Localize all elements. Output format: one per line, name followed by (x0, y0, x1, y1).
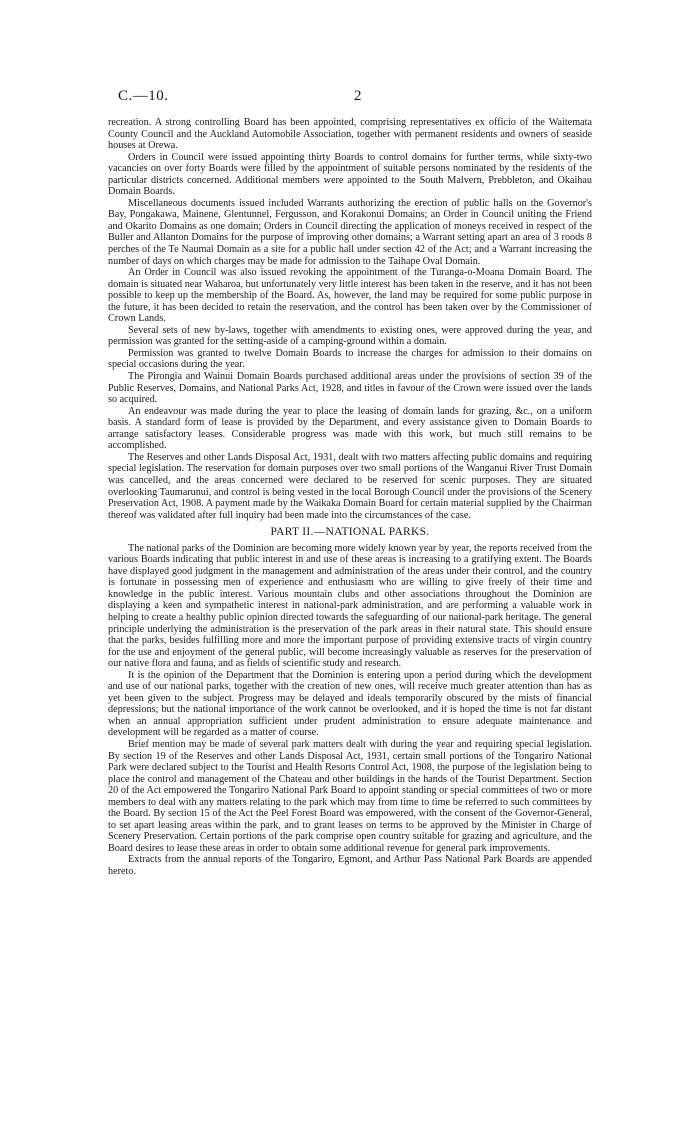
paragraph: The Reserves and other Lands Disposal Act, 1931, dealt with two matters affecting public domains and requiring special legislation. The reservation for domain purposes over two small portions of the Wanganui River Trust Domain was cancelled, and the areas concerned were declared to be reserved for scenic purposes. They are situated overlooking Taumarunui, and control is being vested in the local Borough Council under the provisions of the Scenery Preservation Act, 1908. A payment made by the Waikaka Domain Board for certain material supplied by the Chairman thereof was validated after full inquiry had been made into the circumstances of the case. (108, 451, 592, 521)
section-heading: PART II.—NATIONAL PARKS. (270, 526, 430, 539)
paragraph: recreation. A strong controlling Board has been appointed, comprising representatives ex officio of the Waitemata County Council and the Auckland Automobile Association, together with permanent residents and owners of seaside houses at Orewa. (108, 117, 592, 152)
page-number: 2 (354, 88, 362, 104)
paragraph: Orders in Council were issued appointing thirty Boards to control domains for further terms, while sixty-two vacancies on over forty Boards were filled by the appointment of suitable persons nominated by the residents of the particular districts concerned. Additional members were appointed to the South Malvern, Prebbleton, and Okaihau Domain Boards. (108, 151, 592, 198)
paragraph: Brief mention may be made of several park matters dealt with during the year and requiring special legislation. By section 19 of the Reserves and other Lands Disposal Act, 1931, certain small portions of the Tongariro National Park were declared subject to the Tourist and Health Resorts Control Act, 1908, the purpose of the legislation being to place the control and management of the Chateau and other buildings in the hands of the Tourist Department. Section 20 of the Act empowered the Tongariro National Park Board to appoint standing or special committees of two or more members to deal with any matters relating to the park which may from time to time be referred to such committees by the Board. By section 15 of the Act the Peel Forest Board was empowered, with the consent of the Governor-General, to set apart leasing areas within the park, and to grant leases on terms to be approved by the Minister in Charge of Scenery Preservation. Certain portions of the park comprise open country suitable for grazing and agriculture, and the Board desires to lease these areas in order to obtain some additional revenue for general park improvements. (108, 738, 592, 854)
document-reference: C.—10. (118, 88, 169, 104)
paragraph: It is the opinion of the Department that the Dominion is entering upon a period during which the development and use of our national parks, together with the creation of new ones, will receive much greater attention than has as yet been given to the subject. Progress may be delayed and ideals temporarily obscured by the mists of financial depressions; but the national importance of the work cannot be overlooked, and it is hoped the time is not far distant when an annual appropriation sufficient under prudent administration to ensure adequate maintenance and development will be regarded as a matter of course. (108, 669, 592, 739)
paragraph: Extracts from the annual reports of the Tongariro, Egmont, and Arthur Pass National Park Boards are appended hereto. (108, 854, 592, 877)
paragraph: Miscellaneous documents issued included Warrants authorizing the erection of public halls on the Governor's Bay, Pongakawa, Mainene, Glentunnel, Fergusson, and Korakonui Domains; an Order in Council uniting the Friend and Okarito Domains as one domain; Orders in Council directing the application of moneys received in respect of the Buller and Allanton Domains for the purpose of improving other domains; a Warrant setting apart an area of 3 roods 8 perches of the Te Naumai Domain as a site for a public hall under section 42 of the Act; and a Warrant increasing the number of days on which charges may be made for admission to the Taihape Oval Domain. (108, 197, 592, 267)
paragraph: The national parks of the Dominion are becoming more widely known year by year, the reports received from the various Boards indicating that public interest in and use of these areas is increasing to a gratifying extent. The Boards have displayed good judgment in the management and administration of the areas under their control, and the country is fortunate in possessing men of experience and enthusiasm who are willing to give freely of their time and knowledge in the public interest. Various mountain clubs and other associations throughout the Dominion are displaying a keen and sympathetic interest in national-park administration, and are performing a valuable work in helping to create a healthy public opinion directed towards the safeguarding of our national-park heritage. The general principle underlying the administration is the preservation of the park areas in their natural state. This should ensure that the parks, besides fulfilling more and more the important purpose of providing extensive tracts of virgin country for the use and enjoyment of the general public, will become increasingly valuable as reserves for the preservation of our native flora and fauna, and as fields of scientific study and research. (108, 542, 592, 670)
paragraph: An Order in Council was also issued revoking the appointment of the Turanga-o-Moana Domain Board. The domain is situated near Waharoa, but unfortunately very little interest has been taken in the reserve, and it has not been possible to keep up the membership of the Board. As, however, the land may be required for some public purpose in the future, it has been decided to retain the reservation, and the control has been taken over by the Commissioner of Crown Lands. (108, 267, 592, 325)
page-header (118, 88, 578, 108)
paragraph: The Pirongia and Wainui Domain Boards purchased additional areas under the provisions of section 39 of the Public Reserves, Domains, and National Parks Act, 1928, and titles in favour of the Crown were issued over the lands so acquired. (108, 371, 592, 406)
paragraph: An endeavour was made during the year to place the leasing of domain lands for grazing, &c., on a uniform basis. A standard form of lease is provided by the Department, and every assistance given to Domain Boards to arrange satisfactory leases. Considerable progress was made with this work, but much still remains to be accomplished. (108, 405, 592, 452)
paragraph: Several sets of new by-laws, together with amendments to existing ones, were approved during the year, and permission was granted for the setting-aside of a camping-ground within a domain. (108, 324, 592, 348)
document-body (108, 117, 592, 878)
paragraph: Permission was granted to twelve Domain Boards to increase the charges for admission to their domains on special occasions during the year. (108, 347, 592, 371)
